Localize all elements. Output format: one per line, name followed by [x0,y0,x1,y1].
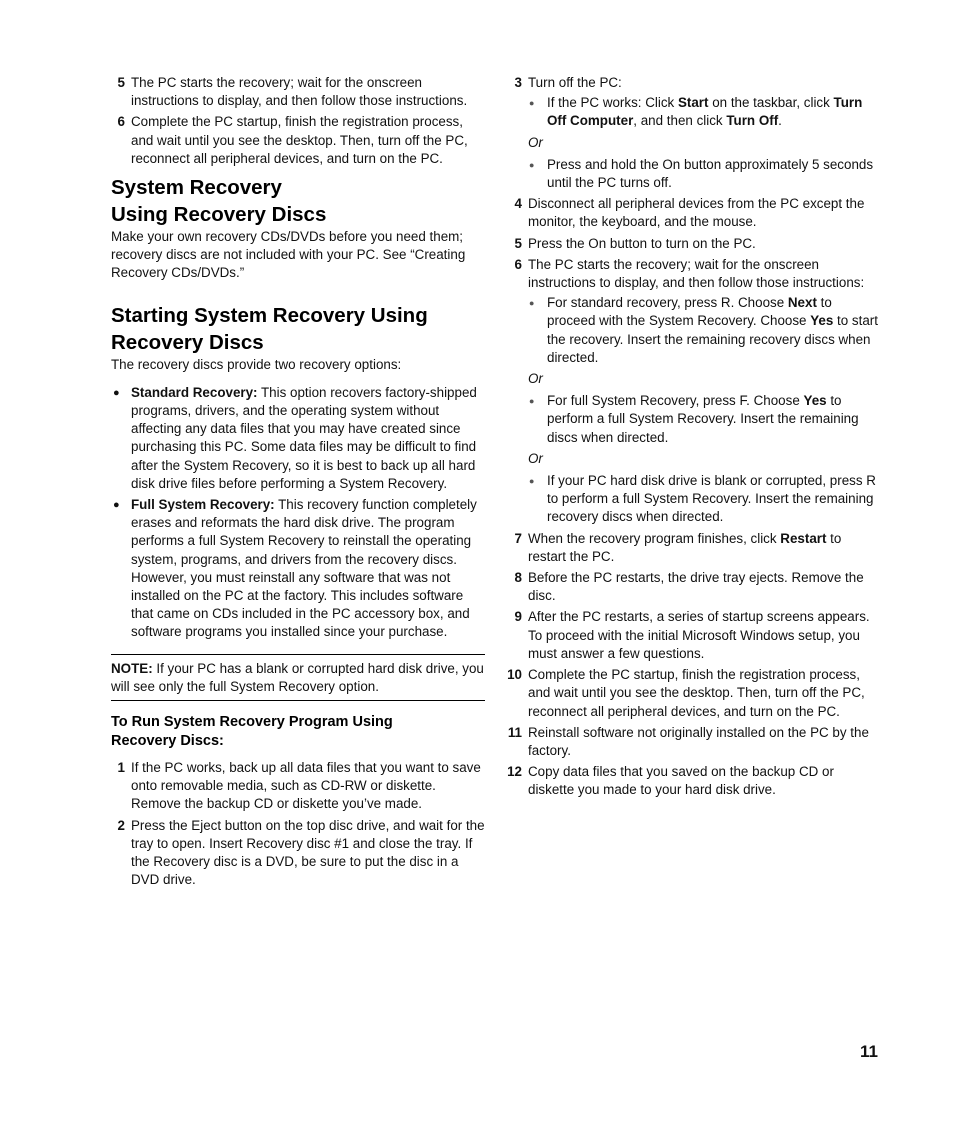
step-7: 7 When the recovery program finishes, click Restart to restart the PC. [502,530,880,566]
step-8 [502,569,880,605]
or-separator: Or [528,134,543,150]
step-number: 6 [514,256,522,272]
section-intro: Make your own recovery CDs/DVDs before you need them; recovery discs are not included with your PC. See “Creating Recovery CDs/DVDs.” [111,229,466,281]
step-number: 8 [514,570,522,586]
page-number: 11 [860,1042,878,1061]
bullet-icon: ● [529,98,535,109]
bullet-icon: ● [529,298,535,309]
step-10 [502,666,880,721]
sub-bullet: ● For standard recovery, press R. Choose Next to proceed with the System Recovery. Choose Yes to start the recovery. Insert the remaining recovery discs when directed. [529,295,878,365]
left-column [111,74,485,893]
step-text: Press the Eject button on the top disc drive, and wait for the tray to open. Insert Recovery disc #1 and close the tray. If the Recovery disc is a DVD, be sure to put the disc in a DVD drive. [131,817,485,888]
step-2 [111,817,485,890]
section-heading-system-recovery: System Recovery Using Recovery Discs [111,176,327,227]
option-text: This recovery function completely erases and reformats the hard disk drive. The program performs a full System Recovery to reinstall the operating system, programs, and drivers from the recovery discs. However, you must reinstall any software that was not installed on the PC at the factory. This includes software that came on CDs included in the PC accessory box, and software programs you installed since your purchase. [131,497,477,640]
step-text: Reinstall software not originally installed on the PC by the factory. [528,724,869,758]
step-text: After the PC restarts, a series of startup screens appears. To proceed with the initial Microsoft Windows setup, you must answer a few questions. [528,609,870,661]
or-separator: Or [528,450,543,466]
step-6 [111,113,485,168]
option-label: Full System Recovery: [131,497,275,513]
or-separator: Or [528,371,543,387]
step-5 [111,74,485,110]
option-standard-recovery [111,384,485,493]
step-4 [502,195,880,231]
step-number: 9 [514,609,522,625]
section-heading-starting-recovery: Starting System Recovery Using Recovery Discs [111,303,428,354]
bullet-icon: ● [529,476,535,487]
step-number: 4 [514,196,522,212]
step-11 [502,724,880,760]
step-number: 5 [117,75,125,90]
step-number: 5 [514,235,522,251]
step-3 [502,74,880,192]
step-text: Copy data files that you saved on the backup CD or diskette you made to your hard disk drive. [528,764,834,798]
bullet-icon: ● [529,396,535,407]
step-text: The PC starts the recovery; wait for the onscreen instructions to display, and then follow those instructions: [528,256,865,291]
right-column [502,74,880,803]
step-number: 10 [507,667,522,683]
sub-bullet: ● If the PC works: Click Start on the taskbar, click Turn Off Computer, and then click Turn Off. [529,95,863,129]
step-number: 7 [514,530,522,546]
note-box [111,654,485,701]
note-text: If your PC has a blank or corrupted hard disk drive, you will see only the full System Recovery option. [111,660,484,694]
step-5 [502,235,880,253]
step-number: 3 [514,75,522,90]
step-9 [502,608,880,663]
step-text: If the PC works, back up all data files that you want to save onto removable media, such as CD-RW or diskette. Remove the backup CD or diskette you’ve made. [131,760,481,812]
step-text: Press the On button to turn on the PC. [528,235,756,251]
step-text: The PC starts the recovery; wait for the onscreen instructions to display, and then follow those instructions. [131,75,468,109]
option-text: This option recovers factory-shipped programs, drivers, and the operating system without affecting any data files that you may have created since purchasing this PC. Some data files may be difficult to find after the System Recovery, so it is best to back up all hard disk drive files before performing a System Recovery. [131,384,477,491]
step-number: 11 [507,724,522,740]
note-label: NOTE: [111,660,153,676]
step-number: 2 [117,817,125,833]
step-number: 6 [117,114,125,130]
bullet-icon: ● [113,386,120,399]
sub-bullet: ● Press and hold the On button approximately 5 seconds until the PC turns off. [529,156,874,191]
step-text: Before the PC restarts, the drive tray ejects. Remove the disc. [528,570,864,604]
option-full-recovery [111,496,485,642]
bullet-icon: ● [113,499,120,512]
step-number: 12 [507,764,522,780]
step-6 [502,256,880,527]
step-12 [502,763,880,799]
sub-bullet: ● For full System Recovery, press F. Choose Yes to perform a full System Recovery. Insert the remaining discs when directed. [529,393,859,445]
step-text: Complete the PC startup, finish the registration process, and wait until you see the desktop. Then, turn off the PC, reconnect all peripheral devices, and turn on the PC. [528,667,865,719]
bullet-icon: ● [529,159,535,170]
step-text: Turn off the PC: [528,75,622,90]
procedure-heading: To Run System Recovery Program Using Recovery Discs: [111,714,393,750]
step-1 [111,759,485,814]
step-text: Disconnect all peripheral devices from the PC except the monitor, the keyboard, and the mouse. [528,196,865,230]
option-label: Standard Recovery: [131,384,258,400]
section-intro: The recovery discs provide two recovery options: [111,356,402,372]
step-number: 1 [117,760,125,776]
step-text: Complete the PC startup, finish the registration process, and wait until you see the desktop. Then, turn off the PC, reconnect all peripheral devices, and turn on the PC. [131,114,468,166]
sub-bullet: ● If your PC hard disk drive is blank or corrupted, press R to perform a full System Recovery. Insert the remaining recovery discs when directed. [529,473,876,525]
